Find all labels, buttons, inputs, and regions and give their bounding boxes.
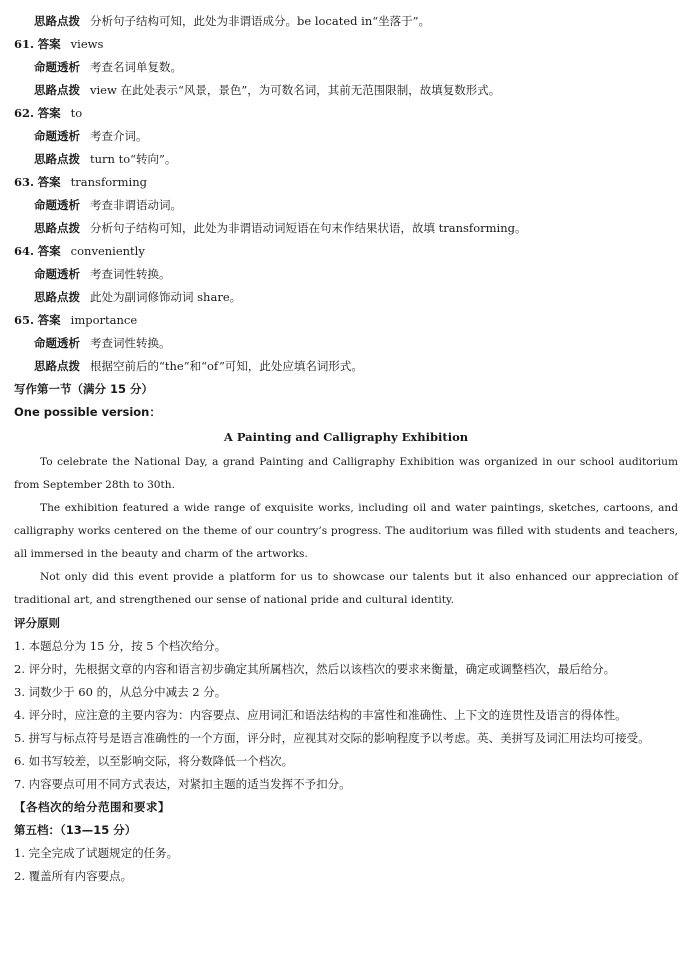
- q63-analysis-line: [14, 217, 678, 240]
- levels-title: 【各档次的给分范围和要求】: [14, 800, 170, 814]
- analysis-label: 思路点拨: [34, 359, 80, 373]
- purpose-label: 命题透析: [34, 60, 80, 74]
- purpose-label: 命题透析: [34, 267, 80, 281]
- essay-paragraph-1: To celebrate the National Day, a grand Painting and Calligraphy Exhibition was organized in our school auditorium from September 28th to 30th.: [14, 456, 678, 491]
- question-number: 63.: [14, 175, 35, 189]
- q65-answer-line: [14, 309, 678, 332]
- analysis-label: 思路点拨: [34, 152, 80, 166]
- essay-paragraph-3: Not only did this event provide a platform for us to showcase our talents but it also enhanced our appreciation of traditional art, and strengthened our sense of national pride and cultural identity.: [14, 571, 678, 606]
- answer-label: 答案: [37, 37, 61, 51]
- scoring-rule: 7. 内容要点可用不同方式表达，对紧扣主题的适当发挥不予扣分。: [14, 777, 351, 791]
- q64-answer-line: [14, 240, 678, 263]
- writing-section-title: 写作第一节（满分 15 分）: [14, 382, 154, 396]
- q63-answer-line: [14, 171, 678, 194]
- scoring-rule: 5. 拼写与标点符号是语言准确性的一个方面，评分时，应视其对交际的影响程度予以考虑。英、美拼写及词汇用法均可接受。: [14, 731, 650, 745]
- q61-answer-line: [14, 33, 678, 56]
- purpose-text: 考查词性转换。: [90, 267, 171, 281]
- q62-answer-line: [14, 102, 678, 125]
- scoring-rule: 6. 如书写较差，以至影响交际，将分数降低一个档次。: [14, 754, 294, 768]
- answer-value: conveniently: [70, 244, 145, 258]
- q60-analysis-line: [14, 10, 678, 33]
- answer-value: importance: [70, 313, 138, 327]
- analysis-text: 根据空前后的“the”和“of”可知，此处应填名词形式。: [90, 359, 363, 373]
- purpose-label: 命题透析: [34, 336, 80, 350]
- analysis-text: 分析句子结构可知，此处为非谓语成分。be located in“坐落于”。: [90, 14, 431, 28]
- question-number: 65.: [14, 313, 35, 327]
- scoring-rule: 4. 评分时，应注意的主要内容为：内容要点、应用词汇和语法结构的丰富性和准确性、上下文的连贯性及语言的得体性。: [14, 708, 627, 722]
- scoring-rule: 3. 词数少于 60 的，从总分中减去 2 分。: [14, 685, 227, 699]
- q62-purpose-line: [14, 125, 678, 148]
- scoring-rule: 1. 本题总分为 15 分，按 5 个档次给分。: [14, 639, 227, 653]
- level-5-item: 2. 覆盖所有内容要点。: [14, 869, 133, 883]
- scoring-rule: 2. 评分时，先根据文章的内容和语言初步确定其所属档次，然后以该档次的要求来衡量，确定或调整档次，最后给分。: [14, 662, 616, 676]
- question-number: 62.: [14, 106, 35, 120]
- q62-analysis-line: [14, 148, 678, 171]
- answer-value: to: [70, 106, 83, 120]
- analysis-text: turn to“转向”。: [90, 152, 177, 166]
- q61-analysis-line: [14, 79, 678, 102]
- essay-paragraph-2: The exhibition featured a wide range of exquisite works, including oil and water paintings, sketches, cartoons, and calligraphy works centered on the theme of our country’s progress. The auditorium was filled with students and teachers, all immersed in the beauty and charm of the artworks.: [14, 502, 678, 560]
- q65-analysis-line: [14, 355, 678, 378]
- answer-value: transforming: [70, 175, 147, 189]
- purpose-text: 考查非谓语动词。: [90, 198, 182, 212]
- answer-value: views: [70, 37, 104, 51]
- question-number: 64.: [14, 244, 35, 258]
- purpose-text: 考查词性转换。: [90, 336, 171, 350]
- analysis-label: 思路点拨: [34, 14, 80, 28]
- q64-purpose-line: [14, 263, 678, 286]
- essay-title: A Painting and Calligraphy Exhibition: [223, 430, 469, 444]
- answer-label: 答案: [37, 244, 61, 258]
- analysis-text: view 在此处表示“风景，景色”，为可数名词，其前无范围限制，故填复数形式。: [90, 83, 501, 97]
- q63-purpose-line: [14, 194, 678, 217]
- possible-version-label: One possible version：: [14, 405, 161, 419]
- analysis-label: 思路点拨: [34, 83, 80, 97]
- scoring-principles-title: 评分原则: [14, 616, 60, 630]
- level-5-item: 1. 完全完成了试题规定的任务。: [14, 846, 179, 860]
- analysis-text: 此处为副词修饰动词 share。: [90, 290, 242, 304]
- level-5-title: 第五档：（13—15 分）: [14, 823, 137, 837]
- purpose-text: 考查介词。: [90, 129, 148, 143]
- analysis-text: 分析句子结构可知，此处为非谓语动词短语在句末作结果状语，故填 transforming。: [90, 221, 527, 235]
- answer-label: 答案: [37, 106, 61, 120]
- answer-label: 答案: [37, 175, 61, 189]
- question-number: 61.: [14, 37, 35, 51]
- purpose-label: 命题透析: [34, 129, 80, 143]
- q65-purpose-line: [14, 332, 678, 355]
- analysis-label: 思路点拨: [34, 290, 80, 304]
- analysis-label: 思路点拨: [34, 221, 80, 235]
- q64-analysis-line: [14, 286, 678, 309]
- purpose-label: 命题透析: [34, 198, 80, 212]
- answer-label: 答案: [37, 313, 61, 327]
- purpose-text: 考查名词单复数。: [90, 60, 182, 74]
- q61-purpose-line: [14, 56, 678, 79]
